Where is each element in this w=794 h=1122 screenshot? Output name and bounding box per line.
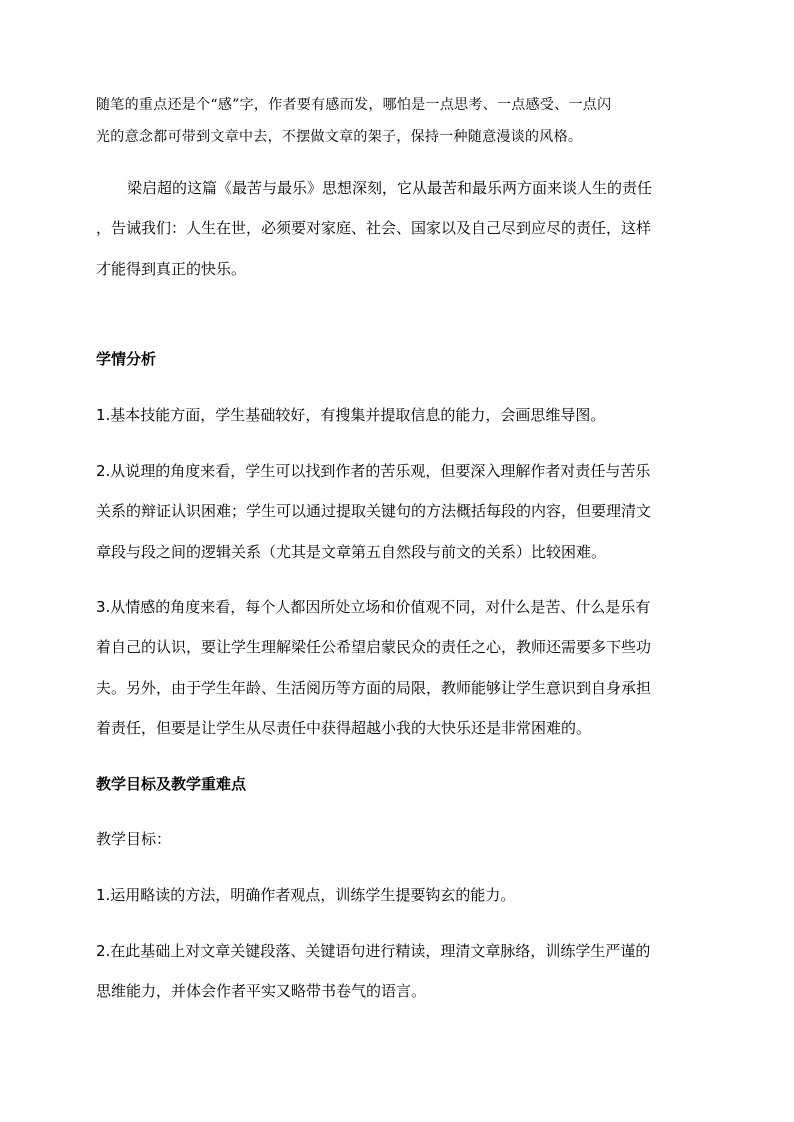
analysis-item-1-line-1: 1.基本技能方面，学生基础较好，有搜集并提取信息的能力，会画思维导图。: [96, 406, 606, 424]
analysis-heading: 学情分析: [96, 350, 157, 368]
goals-item-1-line-1: 1.运用略读的方法，明确作者观点，训练学生提要钩玄的能力。: [96, 886, 516, 904]
analysis-item-2-line-1: 2.从说理的角度来看，学生可以找到作者的苦乐观，但要深入理解作者对责任与苦乐: [96, 462, 651, 480]
analysis-item-2-line-2: 关系的辩证认识困难；学生可以通过提取关键句的方法概括每段的内容，但要理清文: [96, 502, 652, 520]
summary-line-2: ，告诫我们：人生在世，必须要对家庭、社会、国家以及自己尽到应尽的责任，这样: [96, 219, 652, 237]
analysis-item-3-line-4: 着责任，但要是让学生从尽责任中获得超越小我的大快乐还是非常困难的。: [96, 719, 592, 737]
analysis-item-2-line-3: 章段与段之间的逻辑关系（尤其是文章第五自然段与前文的关系）比较困难。: [96, 543, 607, 561]
analysis-item-3-line-3: 夫。另外，由于学生年龄、生活阅历等方面的局限，教师能够让学生意识到自身承担: [96, 679, 652, 697]
summary-line-3: 才能得到真正的快乐。: [96, 260, 247, 278]
analysis-item-3-line-1: 3.从情感的角度来看，每个人都因所处立场和价值观不同，对什么是苦、什么是乐有: [96, 598, 651, 616]
goals-subheading: 教学目标：: [96, 830, 172, 848]
intro-line-1: 随笔的重点还是个“感”字，作者要有感而发，哪怕是一点思考、一点感受、一点闪: [96, 97, 612, 113]
goals-heading: 教学目标及教学重难点: [96, 775, 247, 793]
goals-item-2-line-1: 2.在此基础上对文章关键段落、关键语句进行精读，理清文章脉络，训练学生严谨的: [96, 942, 651, 960]
summary-line-1: 梁启超的这篇《最苦与最乐》思想深刻，它从最苦和最乐两方面来谈人生的责任: [127, 179, 653, 197]
analysis-item-3-line-2: 着自己的认识，要让学生理解梁任公希望启蒙民众的责任之心，教师还需要多下些功: [96, 638, 652, 656]
goals-item-2-line-2: 思维能力，并体会作者平实又略带书卷气的语言。: [96, 982, 427, 1000]
intro-line-2: 光的意念都可带到文章中去，不摆做文章的架子，保持一种随意漫谈的风格。: [96, 129, 583, 145]
